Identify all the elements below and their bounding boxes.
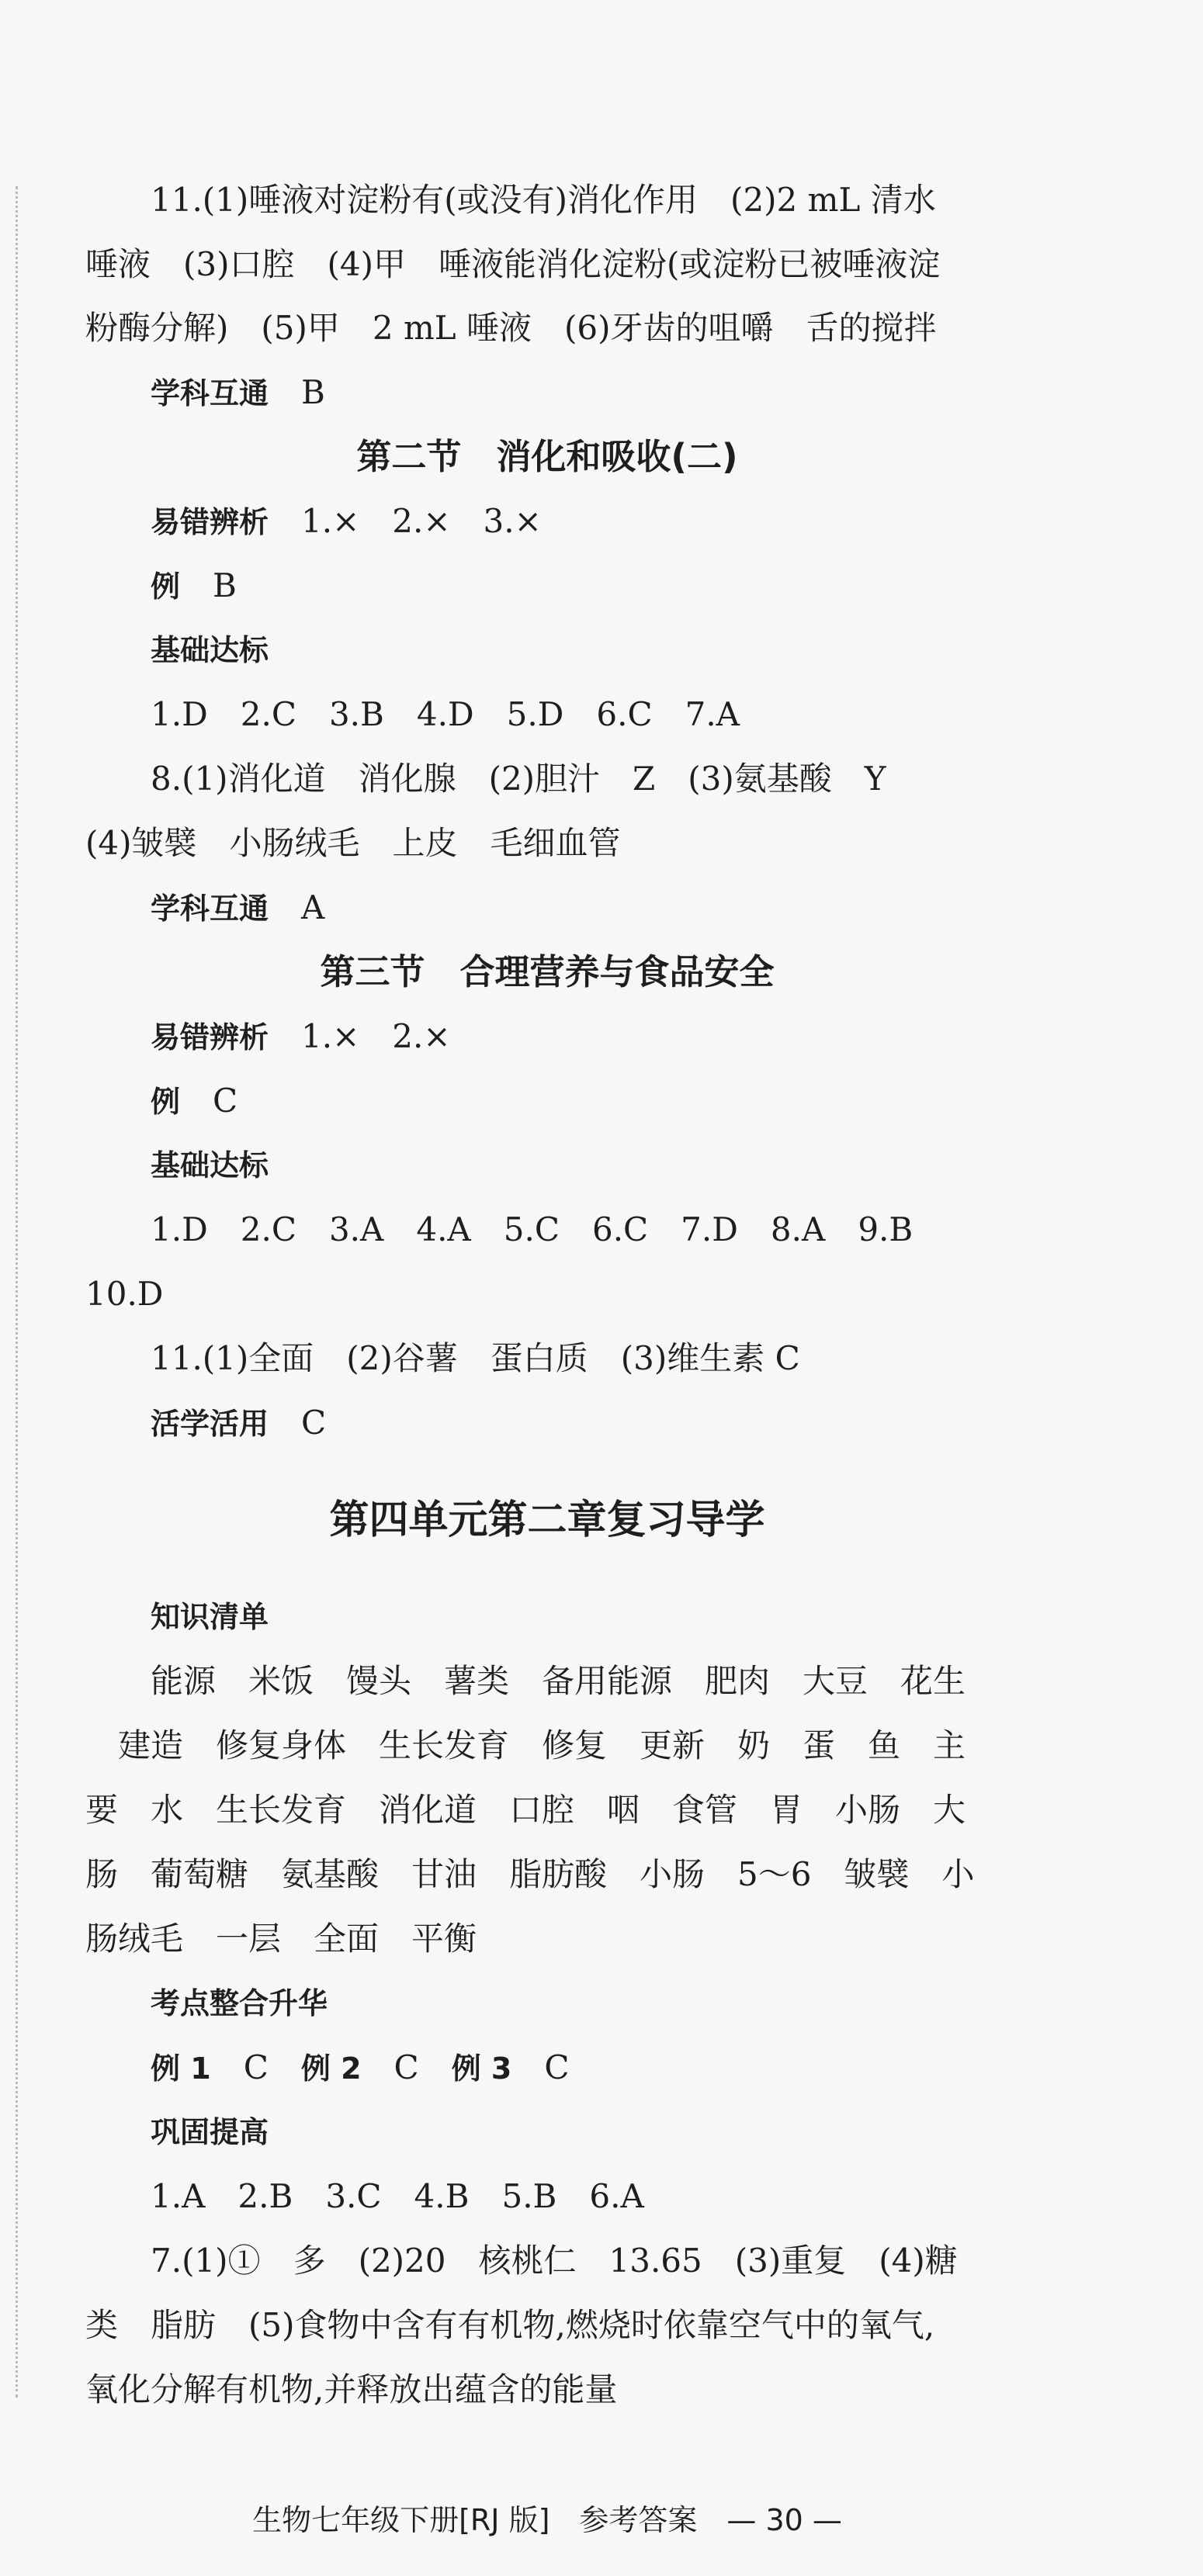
example-answer: C — [243, 2048, 269, 2086]
error-analysis-label: 易错辨析 — [151, 1020, 269, 1054]
example-answer: B — [213, 566, 237, 604]
example-answer: C — [393, 2048, 419, 2086]
example-label: 例 2 — [300, 2051, 362, 2086]
apply-row — [85, 1400, 1074, 1447]
example-label: 例 — [151, 570, 181, 604]
exam-examples-row — [85, 2045, 1074, 2092]
error-analysis-answer: 1.× 2.× 3.× — [301, 502, 542, 540]
answer-line: 氧化分解有机物,并释放出蕴含的能量 — [85, 2370, 618, 2408]
example-answer: C — [544, 2048, 570, 2086]
answer-line: 1.D 2.C 3.B 4.D 5.D 6.C 7.A — [151, 695, 740, 733]
answer-line: 粉酶分解) (5)甲 2 mL 唾液 (6)牙齿的咀嚼 舌的搅拌 — [85, 309, 937, 347]
answer-line: 8.(1)消化道 消化腺 (2)胆汁 Z (3)氨基酸 Y — [151, 760, 886, 798]
subject-link-answer: B — [301, 373, 325, 411]
answer-line: 7.(1)① 多 (2)20 核桃仁 13.65 (3)重复 (4)糖 — [151, 2242, 958, 2280]
answer-line: 唾液 (3)口腔 (4)甲 唾液能消化淀粉(或淀粉已被唾液淀 — [85, 245, 941, 283]
subject-link-label: 学科互通 — [151, 376, 269, 410]
apply-label: 活学活用 — [151, 1407, 269, 1441]
apply-answer: C — [301, 1404, 327, 1442]
example-row — [85, 1078, 1074, 1125]
answer-line: 建造 修复身体 生长发育 修复 更新 奶 蛋 鱼 主 — [118, 1726, 966, 1764]
basic-standard-heading: 基础达标 — [151, 633, 269, 667]
page-footer: 生物七年级下册[RJ 版] 参考答案 — 30 — — [252, 2503, 842, 2537]
exam-points-heading: 考点整合升华 — [151, 1986, 328, 2020]
answer-line: 类 脂肪 (5)食物中含有有机物,燃烧时依靠空气中的氧气, — [85, 2306, 935, 2344]
answer-line: 能源 米饭 馒头 薯类 备用能源 肥肉 大豆 花生 — [151, 1662, 966, 1700]
example-label: 例 3 — [451, 2051, 512, 2086]
answer-line: 10.D — [85, 1275, 164, 1313]
subject-link-label: 学科互通 — [151, 892, 269, 926]
error-analysis-row — [85, 1013, 1074, 1061]
answer-line: 肠绒毛 一层 全面 平衡 — [85, 1920, 477, 1958]
binding-margin-line — [16, 186, 18, 2398]
subject-link-answer: A — [301, 888, 325, 926]
example-label: 例 1 — [151, 2051, 211, 2086]
basic-standard-heading: 基础达标 — [151, 1148, 269, 1182]
example-label: 例 — [151, 1085, 181, 1119]
answer-line: 1.A 2.B 3.C 4.B 5.B 6.A — [151, 2177, 644, 2215]
error-analysis-label: 易错辨析 — [151, 505, 269, 539]
answer-line: 11.(1)唾液对淀粉有(或没有)消化作用 (2)2 mL 清水 — [151, 181, 936, 219]
error-analysis-row — [85, 498, 1074, 545]
section-title: 第三节 合理营养与食品安全 — [320, 951, 775, 992]
knowledge-list-heading: 知识清单 — [151, 1600, 269, 1634]
unit-title: 第四单元第二章复习导学 — [329, 1497, 765, 1543]
subject-link-row — [85, 369, 1074, 417]
answer-line: (4)皱襞 小肠绒毛 上皮 毛细血管 — [85, 824, 621, 862]
subject-link-row — [85, 885, 1074, 932]
section-title: 第二节 消化和吸收(二) — [356, 436, 738, 477]
example-answer: C — [213, 1082, 238, 1120]
error-analysis-answer: 1.× 2.× — [301, 1017, 451, 1055]
answer-line: 要 水 生长发育 消化道 口腔 咽 食管 胃 小肠 大 — [85, 1791, 966, 1829]
consolidate-heading: 巩固提高 — [151, 2115, 269, 2149]
example-row — [85, 563, 1074, 610]
answer-line: 11.(1)全面 (2)谷薯 蛋白质 (3)维生素 C — [151, 1339, 800, 1377]
answer-line: 1.D 2.C 3.A 4.A 5.C 6.C 7.D 8.A 9.B — [151, 1210, 914, 1248]
answer-line: 肠 葡萄糖 氨基酸 甘油 脂肪酸 小肠 5～6 皱襞 小 — [85, 1855, 975, 1893]
